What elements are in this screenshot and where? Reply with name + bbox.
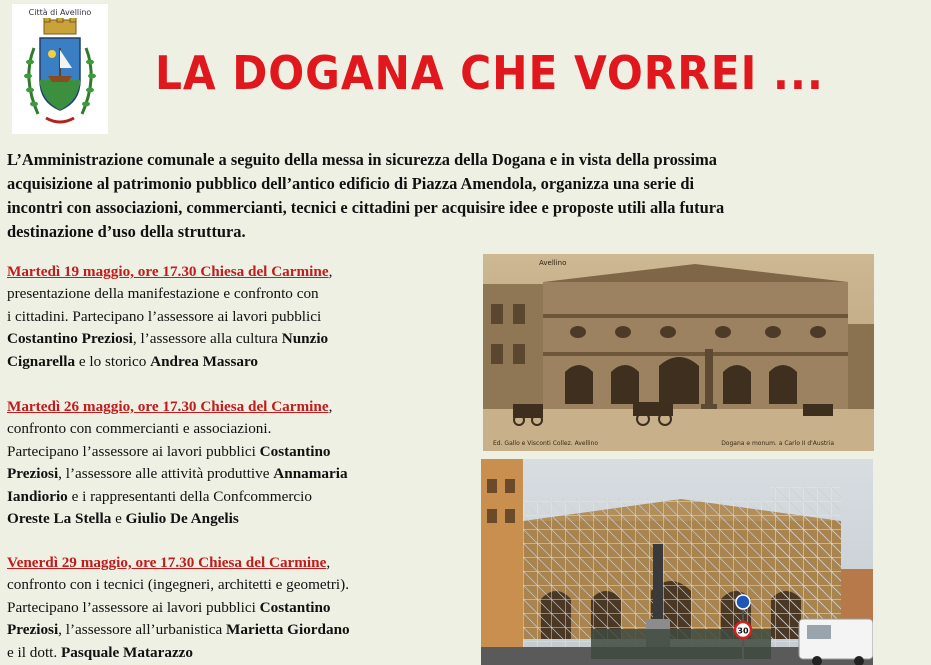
event-line	[7, 508, 467, 530]
speaker-name: Nunzio	[281, 330, 329, 348]
event-line	[7, 642, 467, 664]
speed-limit-sign: 30	[737, 626, 749, 636]
event-date-heading: Martedì 26 maggio, ore 17.30 Chiesa del Carmine	[7, 398, 329, 415]
event-text: , l’assessore alle attività produttive	[58, 465, 274, 483]
event-line: confronto con commercianti e associazioni.	[7, 420, 272, 438]
photo-caption-left: Ed. Gallo e Visconti Collez. Avellino	[493, 440, 599, 447]
historic-dogana-photo	[483, 254, 874, 451]
event-heading-line	[7, 396, 467, 418]
intro-line: L’Amministrazione comunale a seguito della messa in sicurezza della Dogana e in vista della prossima	[7, 150, 717, 169]
speaker-name: Oreste La Stella	[7, 510, 112, 528]
event-2	[7, 396, 467, 530]
speaker-name: Annamaria	[273, 465, 348, 483]
event-heading-line	[7, 552, 467, 574]
event-text: e	[111, 510, 126, 528]
event-heading-tail: ,	[326, 554, 331, 571]
event-heading-tail: ,	[328, 263, 333, 280]
event-line	[7, 351, 467, 373]
speaker-name: Costantino	[259, 442, 331, 460]
photo-place-tag: Avellino	[539, 259, 567, 267]
event-date-heading: Venerdì 29 maggio, ore 17.30 Chiesa del Carmine	[7, 554, 327, 571]
speaker-name: Pasquale Matarazzo	[61, 643, 194, 661]
city-crest-logo	[12, 4, 108, 134]
event-text: Partecipano l’assessore ai lavori pubblici	[7, 442, 260, 460]
speaker-name: Preziosi	[7, 621, 59, 639]
event-3	[7, 552, 467, 664]
photo-caption-right: Dogana e monum. a Carlo II d'Austria	[721, 440, 834, 447]
event-heading-tail: ,	[328, 398, 333, 415]
historic-building-illustration	[483, 254, 874, 451]
event-text: Partecipano l’assessore ai lavori pubblici	[7, 598, 260, 616]
speaker-name: Marietta Giordano	[226, 621, 350, 639]
event-line	[7, 619, 467, 641]
event-line: confronto con i tecnici (ingegneri, architetti e geometri).	[7, 576, 350, 594]
event-date-heading: Martedì 19 maggio, ore 17.30 Chiesa del Carmine	[7, 263, 329, 280]
speaker-name: Costantino Preziosi	[7, 330, 133, 348]
intro-paragraph	[7, 148, 887, 244]
modern-dogana-photo	[481, 459, 873, 665]
event-line: i cittadini. Partecipano l’assessore ai lavori pubblici	[7, 307, 322, 325]
intro-line: acquisizione al patrimonio pubblico dell’antico edificio di Piazza Amendola, organizza una serie di	[7, 174, 695, 193]
event-line	[7, 463, 467, 485]
event-text: , l’assessore alla cultura	[132, 330, 282, 348]
event-text: e il dott.	[7, 643, 61, 661]
event-line	[7, 328, 467, 350]
speaker-name: Iandiorio	[7, 487, 68, 505]
event-line: presentazione della manifestazione e confronto con	[7, 285, 319, 303]
speaker-name: Andrea Massaro	[150, 352, 259, 370]
event-1	[7, 261, 467, 373]
scaffolded-building-illustration	[481, 459, 873, 665]
event-text: , l’assessore all’urbanistica	[58, 621, 227, 639]
event-text: e i rappresentanti della Confcommercio	[67, 487, 312, 505]
event-line	[7, 597, 467, 619]
speaker-name: Cignarella	[7, 352, 76, 370]
event-heading-line	[7, 261, 467, 283]
page-title: LA DOGANA CHE VORREI ...	[155, 46, 824, 100]
speaker-name: Costantino	[259, 598, 331, 616]
event-text: e lo storico	[75, 352, 151, 370]
event-line	[7, 441, 467, 463]
crest-emblem-icon	[16, 18, 104, 130]
speaker-name: Preziosi	[7, 465, 59, 483]
event-line	[7, 486, 467, 508]
crest-caption: Città di Avellino	[28, 8, 92, 17]
speaker-name: Giulio De Angelis	[125, 510, 239, 528]
intro-line: incontri con associazioni, commercianti, tecnici e cittadini per acquisire idee e proposte utili alla futura	[7, 198, 725, 217]
intro-line: destinazione d’uso della struttura.	[7, 222, 246, 241]
